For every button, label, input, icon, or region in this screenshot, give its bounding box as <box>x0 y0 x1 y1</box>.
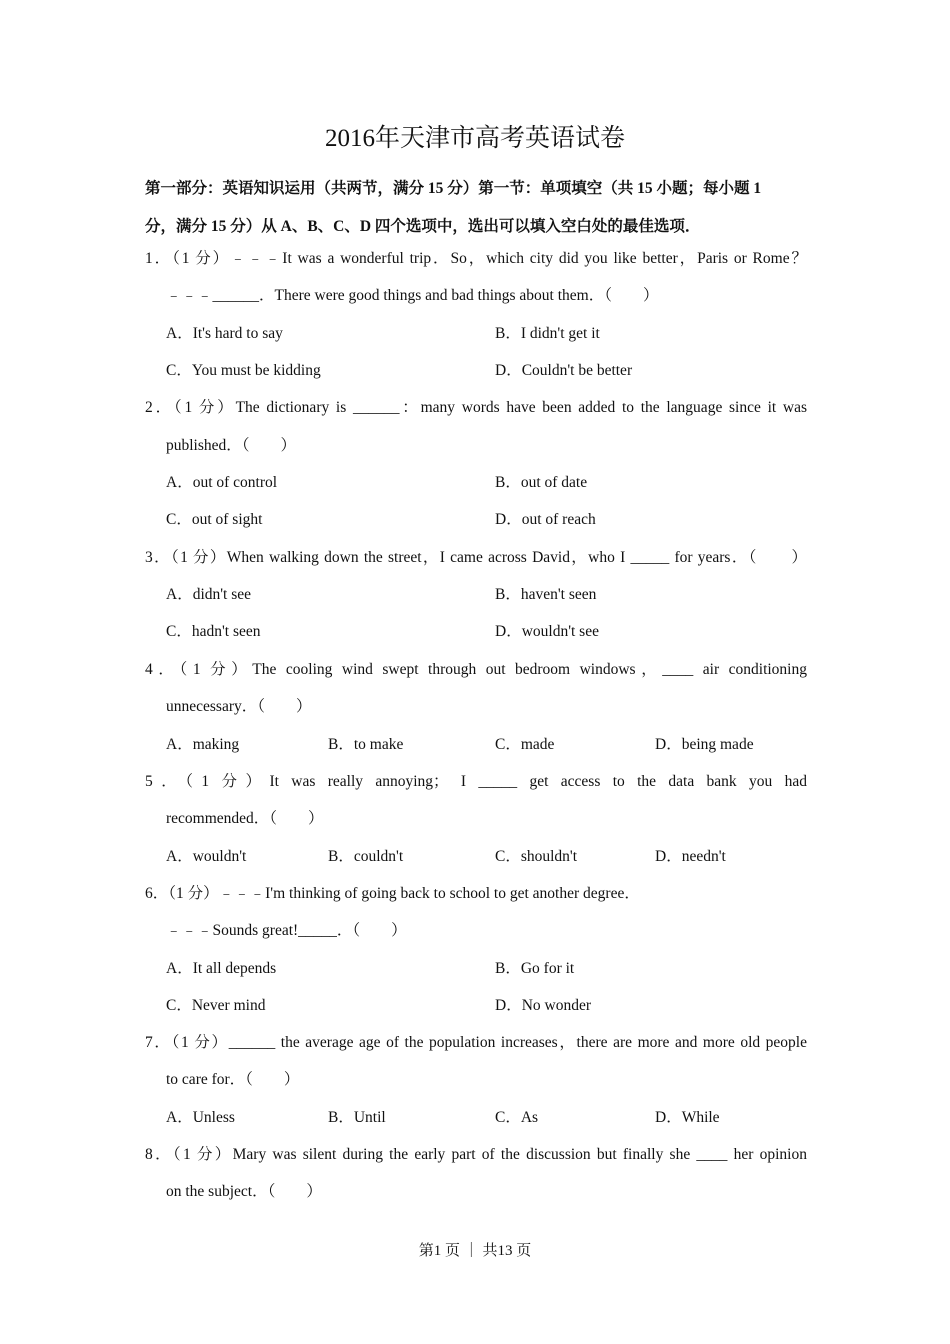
question-3-option-d: D．wouldn't see <box>495 623 599 640</box>
question-6-option-a: A．It all depends <box>166 960 277 977</box>
question-1-stem: 1．（1 分）﹣﹣﹣It was a wonderful trip．So，which city did you like better，Paris or Rome？ <box>145 250 807 267</box>
question-7-option-b: B．Until <box>328 1109 386 1126</box>
question-2-stem: 2．（1 分）The dictionary is ______：many words have been added to the language since it was <box>145 399 807 416</box>
question-6-stem: 6．（1 分）﹣﹣﹣I'm thinking of going back to school to get another degree． <box>145 885 640 902</box>
question-5-stem: 5．（1 分）It was really annoying； I _____ get access to the data bank you had <box>145 773 807 790</box>
question-2-option-d: D．out of reach <box>495 511 596 528</box>
question-1-stem-cont: ﹣﹣﹣______．There were good things and bad things about them．（ ） <box>166 287 659 304</box>
question-3-option-c: C．hadn't seen <box>166 623 261 640</box>
page-title: 2016年天津市高考英语试卷 <box>324 125 625 152</box>
question-6-option-d: D．No wonder <box>495 997 591 1014</box>
question-5-option-a: A．wouldn't <box>166 848 247 865</box>
question-5-stem-cont: recommended．（ ） <box>166 810 324 827</box>
question-1-option-c: C．You must be kidding <box>166 362 321 379</box>
question-4-option-a: A．making <box>166 736 240 753</box>
question-3-option-b: B．haven't seen <box>495 586 597 603</box>
question-7-stem-cont: to care for．（ ） <box>166 1071 300 1088</box>
question-2-option-b: B．out of date <box>495 474 588 491</box>
question-1-option-d: D．Couldn't be better <box>495 362 633 379</box>
page-footer: 第1 页 ｜ 共13 页 <box>418 1243 532 1259</box>
section-instructions <box>145 170 810 245</box>
question-8-stem: 8．（1 分）Mary was silent during the early part of the discussion but finally she ____ her opinion <box>145 1146 807 1163</box>
question-2-stem-cont: published．（ ） <box>166 437 297 454</box>
question-5-option-c: C．shouldn't <box>495 848 578 865</box>
question-5-option-b: B．couldn't <box>328 848 404 865</box>
question-7-option-d: D．While <box>655 1109 720 1126</box>
question-6-option-b: B．Go for it <box>495 960 575 977</box>
question-7-option-c: C．As <box>495 1109 539 1126</box>
question-1-option-a: A．It's hard to say <box>166 325 283 342</box>
instructions-line: 第一部分：英语知识运用（共两节，满分 15 分）第一节：单项填空（共 15 小题；每小题 1 <box>145 180 762 197</box>
question-6-stem-cont: ﹣﹣﹣Sounds great!_____．（ ） <box>166 922 407 939</box>
question-4-option-b: B．to make <box>328 736 404 753</box>
question-4-stem-cont: unnecessary．（ ） <box>166 698 312 715</box>
question-1-option-b: B．I didn't get it <box>495 325 600 342</box>
question-8-stem-cont: on the subject．（ ） <box>166 1183 322 1200</box>
instructions-line: 分，满分 15 分）从 A、B、C、D 四个选项中，选出可以填入空白处的最佳选项． <box>145 217 701 235</box>
question-3-option-a: A．didn't see <box>166 586 252 603</box>
question-4-stem: 4．（1 分）The cooling wind swept through out bedroom windows，____ air conditioning <box>145 661 807 678</box>
question-4-option-c: C．made <box>495 736 555 753</box>
question-6-option-c: C．Never mind <box>166 997 266 1014</box>
question-7-stem: 7．（1 分）______ the average age of the population increases，there are more and more old people <box>145 1034 807 1051</box>
question-2-option-c: C．out of sight <box>166 511 263 528</box>
question-2-option-a: A．out of control <box>166 474 278 491</box>
question-3-stem: 3．（1 分）When walking down the street，I came across David，who I _____ for years．（ ） <box>145 549 807 566</box>
question-7-option-a: A．Unless <box>166 1109 235 1126</box>
question-4-option-d: D．being made <box>655 736 754 753</box>
question-5-option-d: D．needn't <box>655 848 726 865</box>
